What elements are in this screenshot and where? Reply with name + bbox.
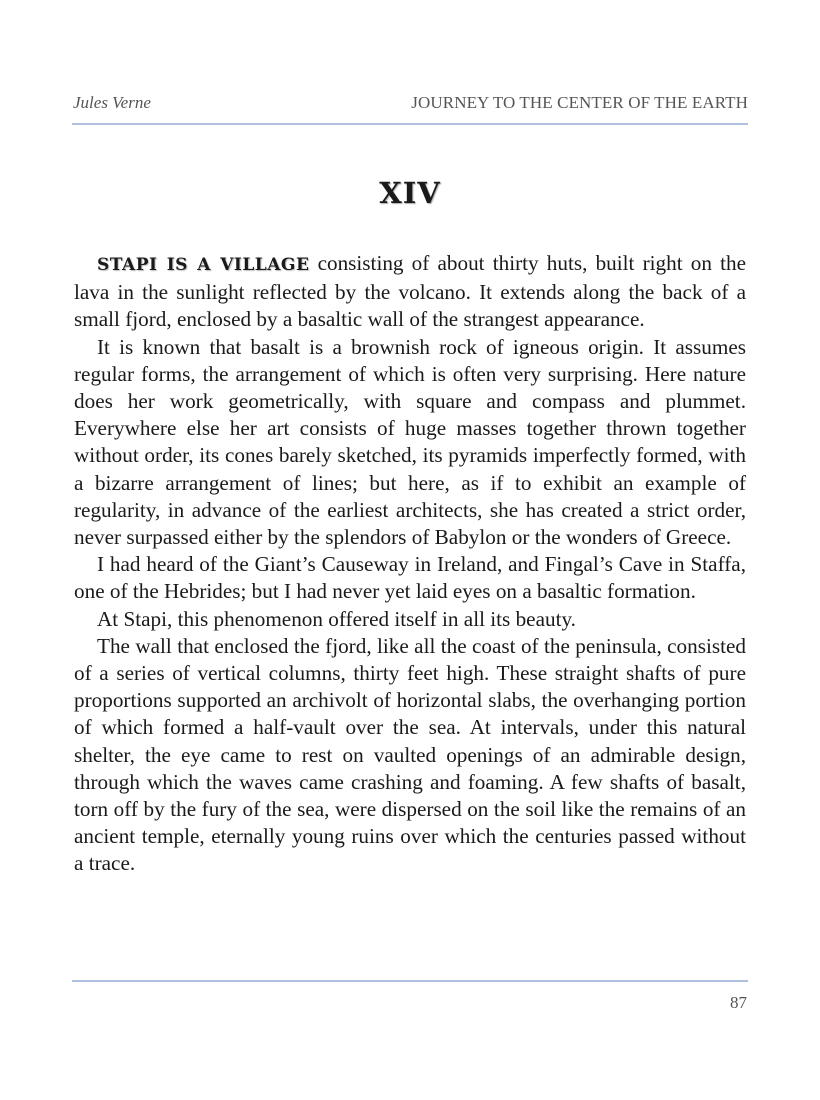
page-number: 87 <box>730 993 747 1012</box>
running-head-book-title: JOURNEY TO THE CENTER OF THE EARTH <box>411 93 748 112</box>
header-rule <box>72 123 748 125</box>
paragraph-5: The wall that enclosed the fjord, like all the coast of the peninsula, consisted of a series of vertical columns, thirty feet high. These straight shafts of pure proportions supported an archivolt of horizontal slabs, the overhanging portion of which formed a half-vault over the sea. At intervals, under this natural shelter, the eye came to rest on vaulted openings of an admirable design, through which the waves came crashing and foaming. A few shafts of basalt, torn off by the fury of the sea, were dispersed on the soil like the remains of an ancient temple, eternally young ruins over which the centuries passed without a trace. <box>74 633 746 876</box>
paragraph-2: It is known that basalt is a brownish rock of igneous origin. It assumes regular forms, the arrangement of which is often very surprising. Here nature does her work geometrically, with square and compass and plummet. Everywhere else her art consists of huge masses together thrown together without order, its cones barely sketched, its pyramids imperfectly formed, with a bizarre arrangement of lines; but here, as if to exhibit an example of regularity, in advance of the earliest architects, she has created a strict order, never surpassed either by the splendors of Babylon or the wonders of Greece. <box>74 334 746 550</box>
running-head <box>73 93 748 117</box>
chapter-number: XIV <box>379 176 441 210</box>
paragraph-4: At Stapi, this phenomenon offered itself in all its beauty. <box>97 606 576 631</box>
paragraph-lead-in: STAPI IS A VILLAGE <box>97 255 310 275</box>
paragraph-text: consisting of about thirty huts, built right on the lava in the sunlight reflected by the volcano. It extends along the back of a small fjord, enclosed by a basaltic wall of the strangest appearance. <box>74 251 747 332</box>
paragraph-3: I had heard of the Giant’s Causeway in Ireland, and Fingal’s Cave in Staffa, one of the Hebrides; but I had never yet laid eyes on a basaltic formation. <box>74 552 746 604</box>
chapter-body <box>74 250 746 878</box>
running-head-author: Jules Verne <box>73 93 151 112</box>
paragraph-1 <box>74 250 746 334</box>
footer-rule <box>72 980 748 982</box>
